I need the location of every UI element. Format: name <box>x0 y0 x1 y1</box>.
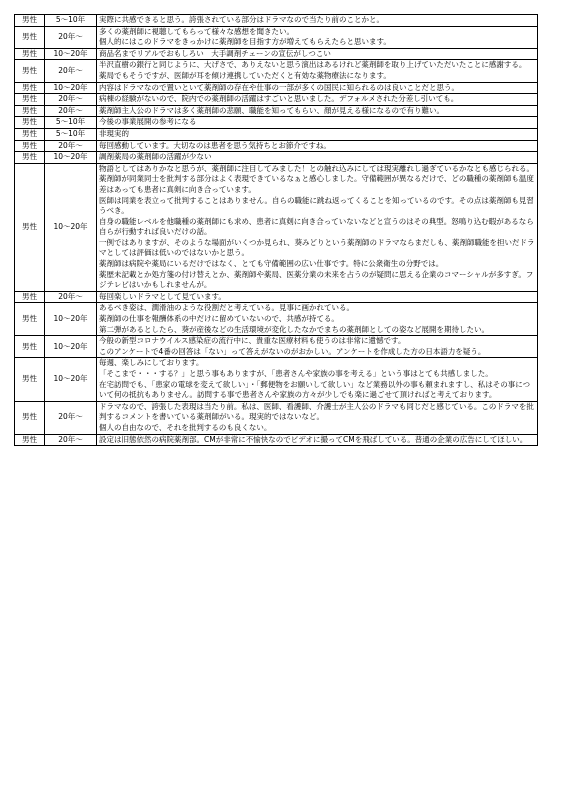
comment-line: 今後の事業展開の参考になる <box>99 117 197 127</box>
comment-line: 今般の新型コロナウイルス感染症の流行中に、貴重な医療材料も使うのは非常に遺憾です。 <box>99 336 406 346</box>
table-row <box>15 94 538 106</box>
experience-cell: 10～20年 <box>45 152 97 164</box>
experience-cell: 5～10年 <box>45 117 97 129</box>
comment-line: 設定は旧態依然の病院薬剤部。CMが非常に不愉快なのでビデオに撮ってCMを飛ばしている。普通の企業の広告にしてほしい。 <box>99 434 528 444</box>
table-row <box>15 163 538 291</box>
experience-cell: 20年～ <box>45 401 97 434</box>
comment-line: このアンケートで4番の回答は「ない」って答えがないのがおかしい。アンケートを作成した方の日本語力を疑う。 <box>99 346 486 356</box>
experience-cell: 10～20年 <box>45 358 97 401</box>
table-row <box>15 336 538 358</box>
comment-cell <box>97 82 538 94</box>
comment-cell <box>97 358 538 401</box>
gender-cell: 男性 <box>15 291 45 303</box>
comment-line: 薬歴未記載とか処方箋の付け替えとか、薬剤師や薬局、医薬分業の未来を占うのが疑問に思える企業のコマーシャルが多すぎ。フジテレビはいかもしれませんが。 <box>99 269 534 290</box>
gender-cell: 男性 <box>15 94 45 106</box>
comment-line: 第二弾があるとしたら、葵が産後などの生活環境が変化したなかでまちの薬剤師としての姿など展開を期待したい。 <box>99 324 489 334</box>
survey-comments-page <box>14 14 538 446</box>
comment-line: 薬剤師主人公のドラマは多く薬剤師の悲願、職能を知ってもらい、顔が見える様になるので有り難い。 <box>99 105 444 115</box>
experience-cell: 10～20年 <box>45 336 97 358</box>
comment-cell <box>97 434 538 446</box>
comment-line: 多くの薬剤師に視聴してもらって様々な感想を聞きたい。 <box>99 26 294 36</box>
experience-cell: 20年～ <box>45 60 97 82</box>
table-row <box>15 303 538 336</box>
experience-cell: 20年～ <box>45 94 97 106</box>
experience-cell: 10～20年 <box>45 163 97 291</box>
gender-cell: 男性 <box>15 26 45 48</box>
comments-table <box>14 14 538 446</box>
experience-cell: 20年～ <box>45 105 97 117</box>
comment-line: 実際に共感できると思う。誇張されている部分はドラマなので当たり前のことかと。 <box>99 15 384 24</box>
gender-cell: 男性 <box>15 117 45 129</box>
comment-line: 医師は同業を表立って批判することはありません。自らの職能に跳ね返ってくることを知っているのです。その点は薬剤師も見習うべき。 <box>99 195 534 216</box>
comment-cell <box>97 303 538 336</box>
comment-cell <box>97 26 538 48</box>
gender-cell: 男性 <box>15 336 45 358</box>
comment-cell <box>97 336 538 358</box>
experience-cell: 20年～ <box>45 434 97 446</box>
table-row <box>15 15 538 27</box>
table-row <box>15 82 538 94</box>
table-row <box>15 434 538 446</box>
experience-cell: 5～10年 <box>45 128 97 140</box>
comment-line: 薬剤師の仕事を報酬体系の中だけに留めていないので、共感が持てる。 <box>99 314 339 324</box>
comment-cell <box>97 140 538 152</box>
table-row <box>15 140 538 152</box>
comment-line: 病棟の経験がないので、院内での薬剤師の活躍はすごいと思いました。デフォルメされた分差し引いても。 <box>99 94 459 104</box>
comment-cell <box>97 128 538 140</box>
comment-line: 自身の職能レベルを他職種の薬剤師にも求め、患者に真剣に向き合っていないなどと宣うのはその典型。怒鳴り込む暇があるなら自らが行動すれば良いだけの話。 <box>99 216 534 237</box>
comment-cell <box>97 105 538 117</box>
comment-cell <box>97 15 538 27</box>
gender-cell: 男性 <box>15 60 45 82</box>
gender-cell: 男性 <box>15 303 45 336</box>
comment-line: 商品名までリアルでおもしろい 大手調剤チェーンの宣伝がしつこい <box>99 48 331 58</box>
gender-cell: 男性 <box>15 140 45 152</box>
comment-line: 毎回楽しいドラマとして見ています。 <box>99 291 226 301</box>
gender-cell: 男性 <box>15 128 45 140</box>
comment-line: 非現実的 <box>99 128 129 138</box>
gender-cell: 男性 <box>15 163 45 291</box>
comment-line: 個人的にはこのドラマをきっかけに薬剤師を目指す方が増えてもらえたらと思います。 <box>99 37 391 47</box>
comment-line: 薬剤師が同業同士を批判する部分はよく表現できているなぁと感心しました。守備範囲が異なるだけで、どの職種の薬剤師も温度差はあっても患者に真剣に向き合っています。 <box>99 174 534 194</box>
comment-line: 毎回感動しています。大切なのは患者を思う気持ちとお節介ですね。 <box>99 140 331 150</box>
table-row <box>15 152 538 164</box>
comment-cell <box>97 291 538 303</box>
comment-cell <box>97 117 538 129</box>
table-row <box>15 117 538 129</box>
gender-cell: 男性 <box>15 401 45 434</box>
gender-cell: 男性 <box>15 48 45 60</box>
table-row <box>15 358 538 401</box>
table-row <box>15 48 538 60</box>
comments-table-body <box>15 15 538 446</box>
comment-line: 薬局でもそうですが、医師が耳を傾け連携していただくと有効な薬物療法になります。 <box>99 70 391 80</box>
gender-cell: 男性 <box>15 15 45 27</box>
experience-cell: 20年～ <box>45 291 97 303</box>
comment-cell <box>97 94 538 106</box>
comment-line: 薬剤師は病院や薬局にいるだけではなく、とても守備範囲の広い仕事です。特に公衆衛生の分野では。 <box>99 259 444 269</box>
experience-cell: 20年～ <box>45 140 97 152</box>
comment-line: 毎週、楽しみにしております。 <box>99 358 204 368</box>
experience-cell: 10～20年 <box>45 82 97 94</box>
comment-line: ドラマなので、誇張した表現は当たり前。私は、医師、看護師、介護士が主人公のドラマも同じだと感じている。このドラマを批判するコメントを書いている薬剤師がいる。現実的ではないなど。 <box>99 401 534 422</box>
comment-cell <box>97 152 538 164</box>
gender-cell: 男性 <box>15 82 45 94</box>
comment-cell <box>97 163 538 291</box>
comment-line: 個人の自由なので、それを批判するのも良くない。 <box>99 422 272 432</box>
table-row <box>15 105 538 117</box>
gender-cell: 男性 <box>15 434 45 446</box>
table-row <box>15 60 538 82</box>
table-row <box>15 26 538 48</box>
gender-cell: 男性 <box>15 105 45 117</box>
comment-line: 在宅訪問でも、「患家の電球を変えて欲しい」・「郵便物をお願いして欲しい」など業務以外の事も頼まれますし、私はその事について何の抵抗もありません。訪問する事で患者さんや家族の方々が少しでも楽に過ごせて頂ければと考えております。 <box>99 379 531 400</box>
comment-cell <box>97 60 538 82</box>
experience-cell: 10～20年 <box>45 303 97 336</box>
table-row <box>15 291 538 303</box>
comment-line: 半沢直樹の銀行と同じように、大げさで、ありえないと思う演出はあるけれど薬剤師を取り上げていただいたことに感謝する。 <box>99 60 527 70</box>
gender-cell: 男性 <box>15 358 45 401</box>
comment-cell <box>97 401 538 434</box>
comment-line: 物語としてはありかなと思うが、薬剤師に注目してみました！との触れ込みにしては現実離れし過ぎているかなとも感じられる。 <box>99 163 534 173</box>
comment-line: 調剤薬局の薬剤師の活躍が少ない <box>99 152 212 162</box>
comment-line: 内容はドラマなので置いといて薬剤師の存在や仕事の一部が多くの国民に知られるのは良いことだと思う。 <box>99 82 459 92</box>
experience-cell: 20年～ <box>45 26 97 48</box>
comment-cell <box>97 48 538 60</box>
comment-line: 一例ではありますが、そのような場面がいくつか見られ、葵みどりという薬剤師のドラマならまだしも、薬剤師職能を担いだドラマとしては評価は低いのではないかと思う。 <box>99 237 535 258</box>
experience-cell: 10～20年 <box>45 48 97 60</box>
table-row <box>15 128 538 140</box>
comment-line: 「そこまで・・・する？」と思う事もありますが、「患者さんや家族の事を考える」という事はとても共感しました。 <box>99 369 493 378</box>
experience-cell: 5～10年 <box>45 15 97 27</box>
comment-line: あるべき姿は、潤滑油のような役割だと考えている。見事に画かれている。 <box>99 303 354 313</box>
gender-cell: 男性 <box>15 152 45 164</box>
table-row <box>15 401 538 434</box>
